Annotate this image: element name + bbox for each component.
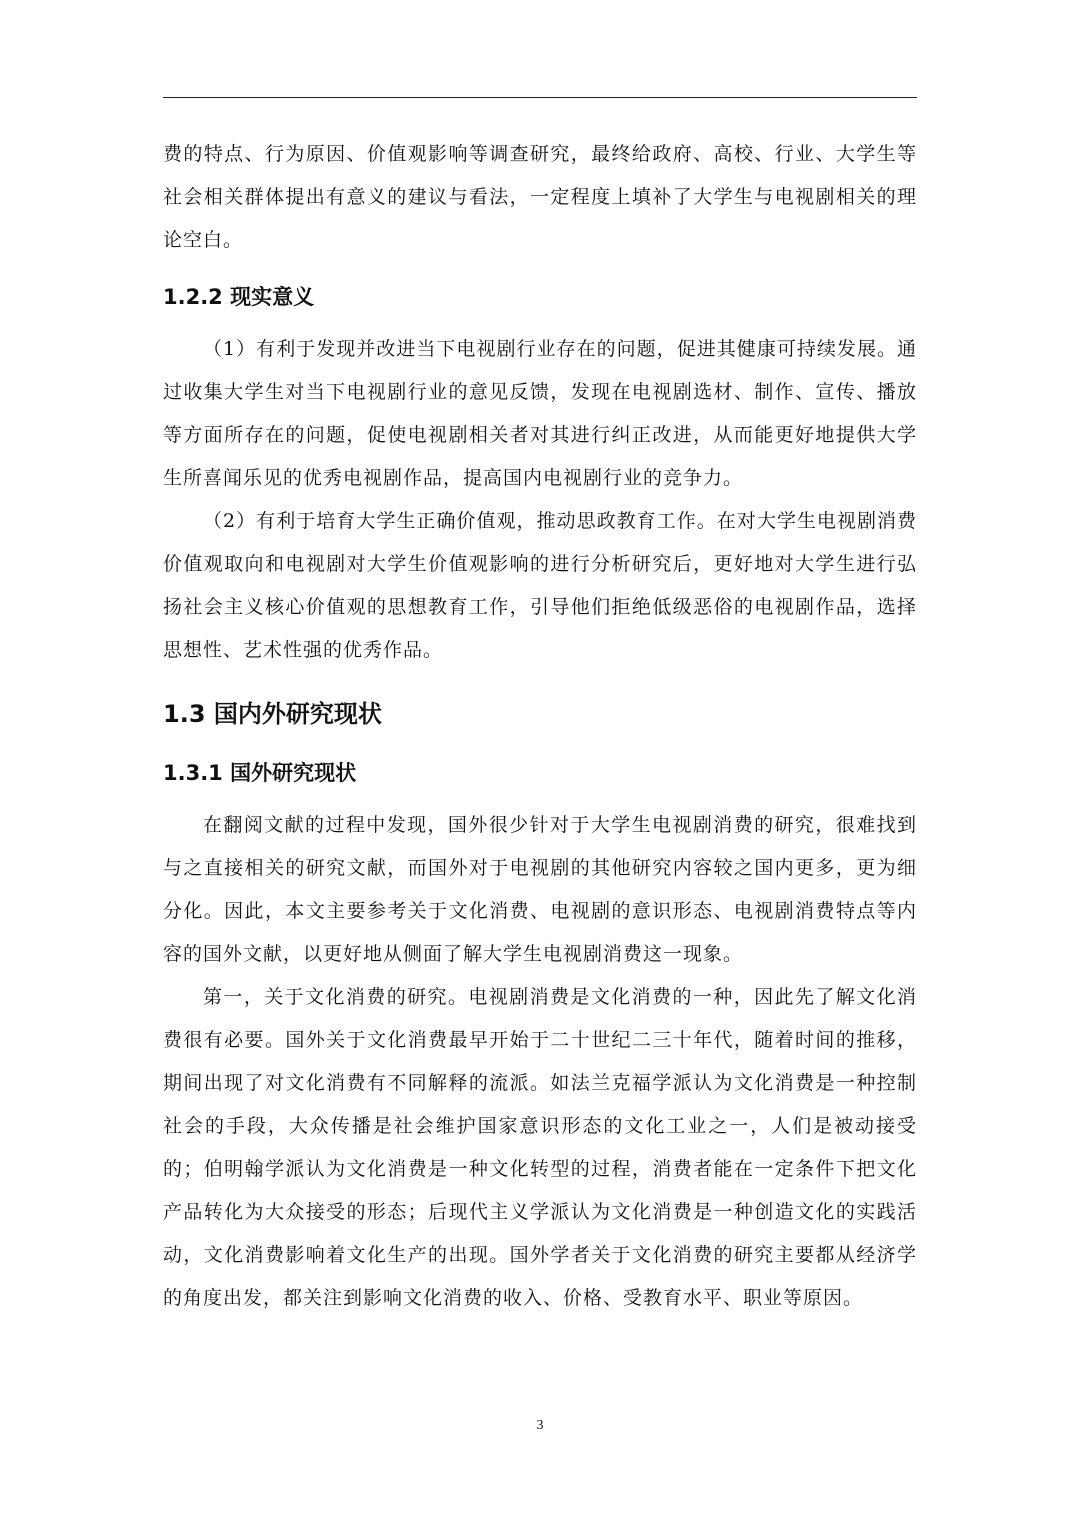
heading-1-3: 1.3 国内外研究现状 [163,700,382,728]
page-number: 3 [536,1418,544,1433]
heading-1-3-1: 1.3.1 国外研究现状 [163,761,357,785]
paragraph-foreign-1: 在翻阅文献的过程中发现，国外很少针对于大学生电视剧消费的研究，很难找到与之直接相关的研究文献，而国外对于电视剧的其他研究内容较之国内更多，更为细分化。因此，本文主要参考关于文化消费、电视剧的意识形态、电视剧消费特点等内容的国外文献，以更好地从侧面了解大学生电视剧消费这一现象。 [163,814,917,965]
paragraph-practical-1: （1）有利于发现并改进当下电视剧行业存在的问题，促进其健康可持续发展。通过收集大学生对当下电视剧行业的意见反馈，发现在电视剧选材、制作、宣传、播放等方面所存在的问题，促使电视剧相关者对其进行纠正改进，从而能更好地提供大学生所喜闻乐见的优秀电视剧作品，提高国内电视剧行业的竞争力。 [163,338,917,489]
paragraph-foreign-2: 第一，关于文化消费的研究。电视剧消费是文化消费的一种，因此先了解文化消费很有必要。国外关于文化消费最早开始于二十世纪二三十年代，随着时间的推移，期间出现了对文化消费有不同解释的流派。如法兰克福学派认为文化消费是一种控制社会的手段，大众传播是社会维护国家意识形态的文化工业之一，人们是被动接受的；伯明翰学派认为文化消费是一种文化转型的过程，消费者能在一定条件下把文化产品转化为大众接受的形态；后现代主义学派认为文化消费是一种创造文化的实践活动，文化消费影响着文化生产的出现。国外学者关于文化消费的研究主要都从经济学的角度出发，都关注到影响文化消费的收入、价格、受教育水平、职业等原因。 [163,986,917,1309]
paragraph-intro-continuation: 费的特点、行为原因、价值观影响等调查研究，最终给政府、高校、行业、大学生等社会相关群体提出有意义的建议与看法，一定程度上填补了大学生与电视剧相关的理论空白。 [163,143,917,251]
header-rule [163,97,917,98]
heading-1-2-2: 1.2.2 现实意义 [163,285,315,309]
page-content [163,133,917,1320]
paragraph-practical-2: （2）有利于培育大学生正确价值观，推动思政教育工作。在对大学生电视剧消费价值观取向和电视剧对大学生价值观影响的进行分析研究后，更好地对大学生进行弘扬社会主义核心价值观的思想教育工作，引导他们拒绝低级恶俗的电视剧作品，选择思想性、艺术性强的优秀作品。 [163,510,917,661]
